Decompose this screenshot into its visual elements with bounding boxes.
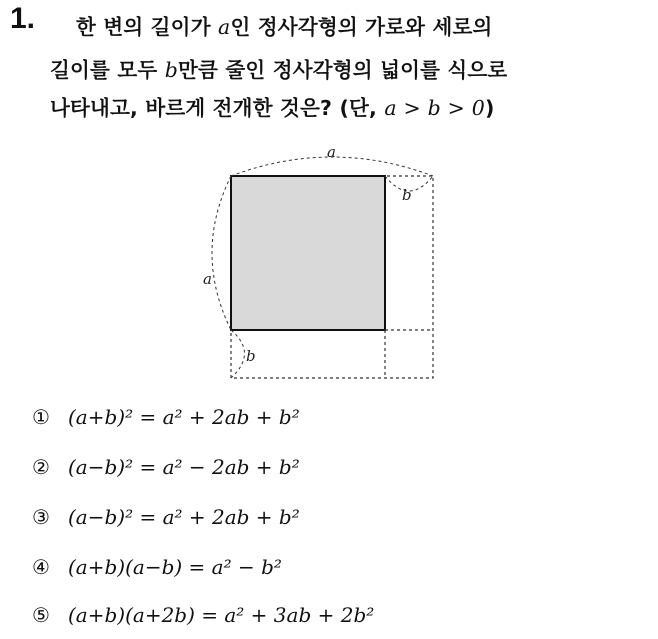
square-figure (188, 140, 448, 390)
question-line-3 (50, 91, 495, 121)
label-top-a: a (327, 143, 336, 161)
choice-expression: (a+b)(a+2b) = a² + 3ab + 2b² (68, 603, 375, 627)
label-left-a: a (203, 270, 212, 288)
question-text: 길이를 모두 (50, 58, 165, 82)
question-number: 1. (10, 2, 36, 35)
shaded-square (231, 176, 385, 330)
question-line-2 (50, 53, 507, 83)
question-text: 한 변의 길이가 (76, 15, 219, 39)
choice-mark: ① (32, 405, 50, 429)
choice-5[interactable] (32, 603, 374, 637)
question-text: 인 정사각형의 가로와 세로의 (230, 15, 493, 39)
choice-expression: (a−b)² = a² + 2ab + b² (68, 505, 300, 529)
choice-1[interactable] (32, 405, 300, 439)
question-text: ) (484, 96, 495, 120)
condition: a > b > 0 (384, 96, 485, 120)
label-right-b: b (402, 186, 412, 204)
question-text: 나타내고, 바르게 전개한 것은? (단, (50, 96, 385, 120)
choice-mark: ⑤ (32, 603, 50, 627)
choice-expression: (a−b)² = a² − 2ab + b² (68, 455, 300, 479)
choice-mark: ② (32, 455, 50, 479)
choice-3[interactable] (32, 505, 300, 539)
question-line-1 (76, 10, 493, 40)
choice-mark: ③ (32, 505, 50, 529)
variable-b: b (164, 58, 179, 82)
variable-a: a (218, 15, 231, 39)
choice-2[interactable] (32, 455, 300, 489)
choice-mark: ④ (32, 555, 50, 579)
choice-expression: (a+b)² = a² + 2ab + b² (68, 405, 300, 429)
arc-bottom (231, 330, 245, 378)
arc-left (212, 176, 231, 330)
question-text: 만큼 줄인 정사각형의 넓이를 식으로 (178, 58, 508, 82)
choice-4[interactable] (32, 555, 282, 589)
label-bottom-b: b (246, 347, 256, 365)
choice-expression: (a+b)(a−b) = a² − b² (68, 555, 282, 579)
